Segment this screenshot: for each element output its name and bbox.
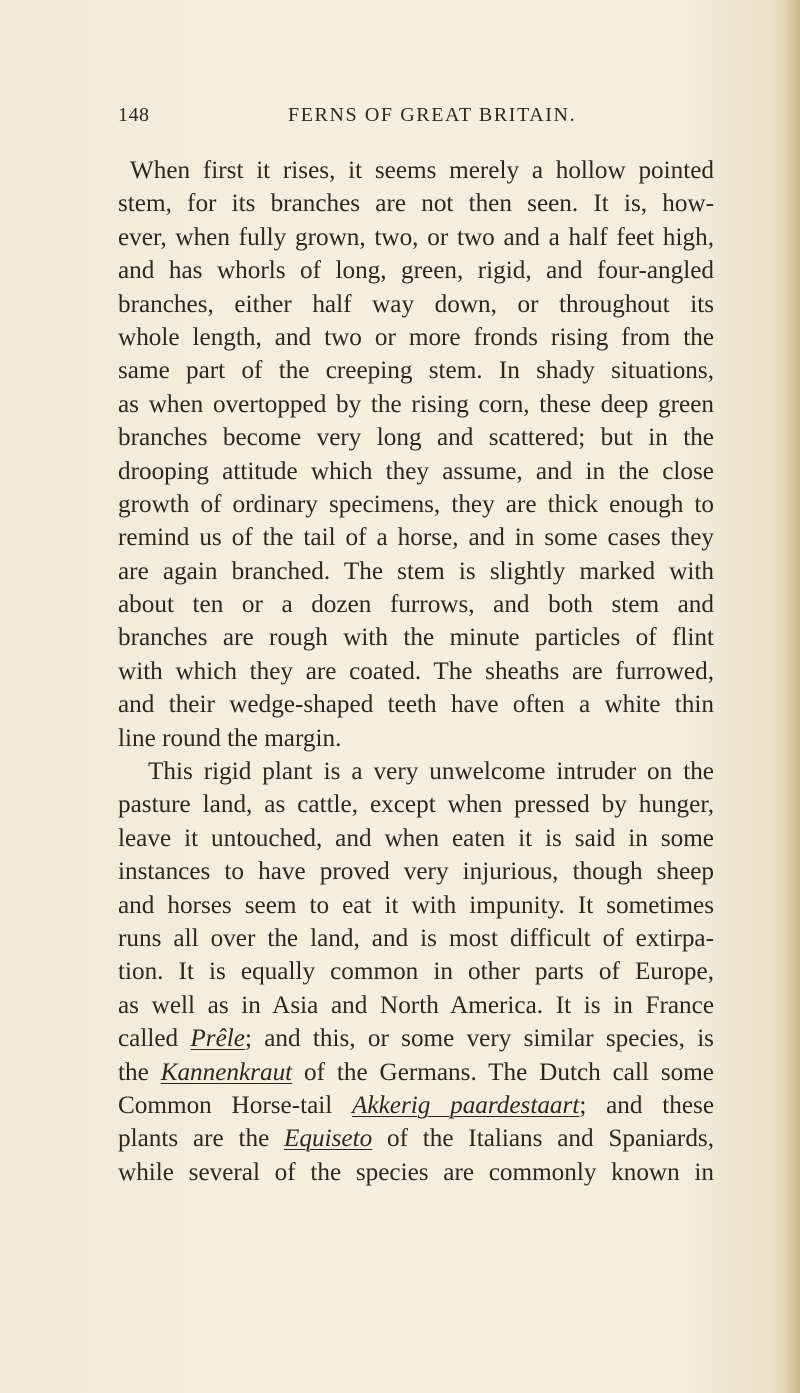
text-line: with which they are coated. The sheaths are furrowed,	[118, 657, 714, 685]
text-line: stem, for its branches are not then seen. It is, how-	[118, 190, 714, 218]
text-line: tion. It is equally common in other parts of Europe,	[118, 958, 714, 986]
text-line: called Prêle; and this, or some very similar species, is	[118, 1025, 714, 1053]
page-edge-shadow	[786, 0, 800, 1393]
text-line: the Kannenkraut of the Germans. The Dutch call some	[118, 1058, 714, 1086]
text-line: branches become very long and scattered; but in the	[118, 424, 714, 452]
italic-term: Akkerig paardestaart	[352, 1091, 580, 1119]
text-line: branches are rough with the minute particles of flint	[118, 624, 714, 652]
page-number: 148	[118, 104, 150, 126]
text-line: ever, when fully grown, two, or two and a half feet high,	[118, 223, 714, 251]
italic-term: Prêle	[190, 1025, 245, 1053]
text-line: and their wedge-shaped teeth have often a white thin	[118, 691, 714, 719]
text-line: whole length, and two or more fronds rising from the	[118, 323, 714, 351]
text-line: while several of the species are commonly known in	[118, 1158, 714, 1186]
text-line: and horses seem to eat it with impunity. It sometimes	[118, 891, 714, 919]
body-text	[118, 154, 714, 1189]
text-line: are again branched. The stem is slightly marked with	[118, 557, 714, 585]
text-line: as well as in Asia and North America. It is in France	[118, 991, 714, 1019]
text-line: leave it untouched, and when eaten it is said in some	[118, 824, 714, 852]
text-line: instances to have proved very injurious, though sheep	[118, 858, 714, 886]
running-head: FERNS OF GREAT BRITAIN.	[288, 104, 577, 126]
page-header	[118, 104, 714, 134]
text-line: Common Horse-tail Akkerig paardestaart; and these	[118, 1091, 715, 1119]
text-line: branches, either half way down, or throughout its	[118, 290, 714, 318]
text-line: about ten or a dozen furrows, and both stem and	[118, 591, 714, 619]
text-line: same part of the creeping stem. In shady situations,	[118, 357, 714, 385]
text-line: This rigid plant is a very unwelcome intruder on the	[148, 758, 714, 786]
text-line: When first it rises, it seems merely a hollow pointed	[130, 157, 714, 184]
text-line: pasture land, as cattle, except when pressed by hunger,	[118, 791, 714, 819]
text-line: remind us of the tail of a horse, and in some cases they	[118, 524, 714, 552]
text-line: growth of ordinary specimens, they are thick enough to	[118, 490, 714, 518]
italic-term: Equiseto	[284, 1125, 373, 1153]
text-line: and has whorls of long, green, rigid, and four-angled	[118, 257, 714, 285]
text-line: plants are the Equiseto of the Italians and Spaniards,	[118, 1125, 715, 1153]
italic-term: Kannenkraut	[160, 1058, 293, 1086]
text-line: drooping attitude which they assume, and in the close	[118, 457, 714, 485]
text-line: runs all over the land, and is most difficult of extirpa-	[118, 924, 714, 952]
text-line: line round the margin.	[118, 724, 342, 752]
text-line: as when overtopped by the rising corn, these deep green	[118, 390, 714, 418]
